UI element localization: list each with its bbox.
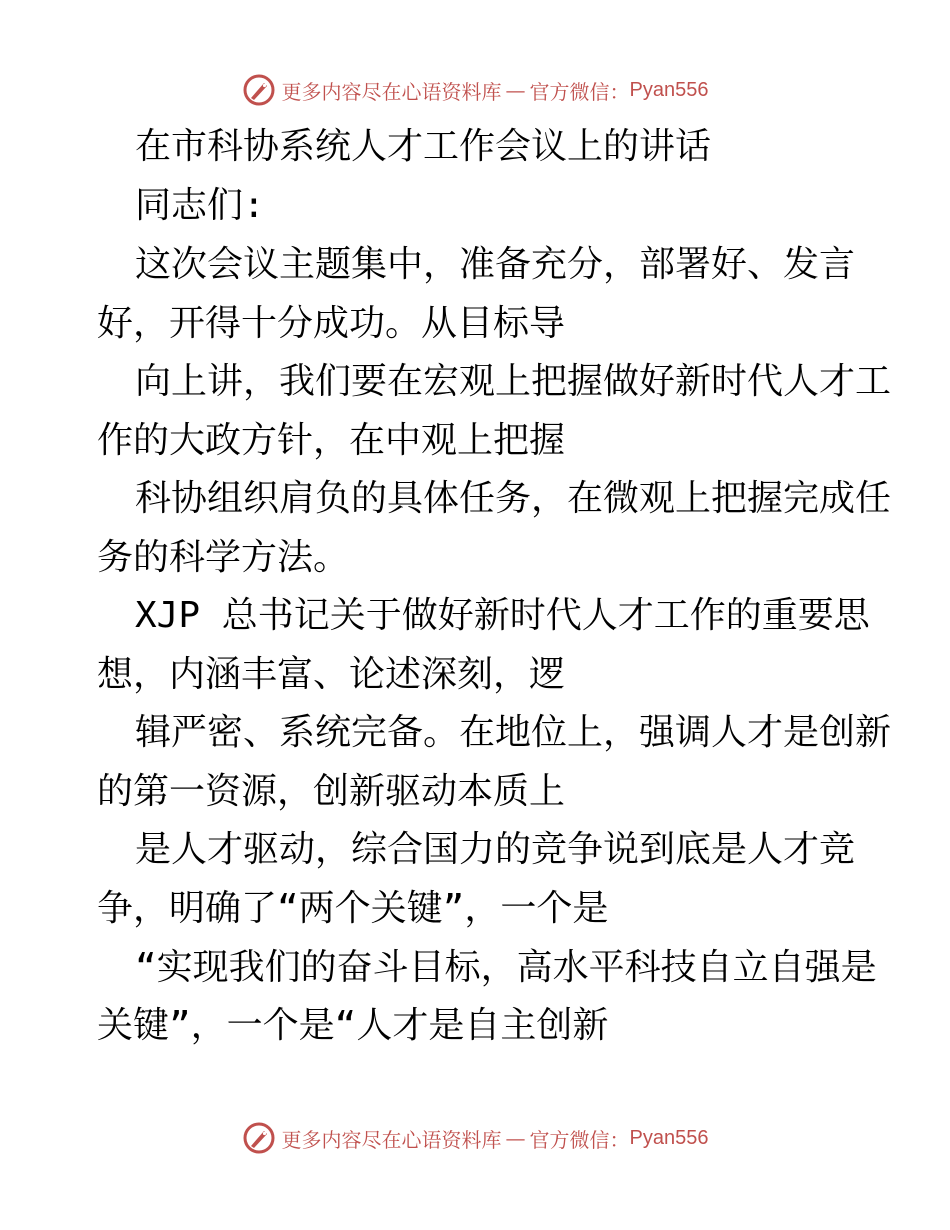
watermark-wechat-id: Pyan556 — [629, 1126, 709, 1149]
watermark-footer — [0, 1118, 950, 1158]
watermark-header — [0, 70, 950, 110]
document-title: 在市科协系统人才工作会议上的讲话 — [135, 126, 712, 167]
body-line: 作的大政方针，在中观上把握 — [97, 420, 566, 461]
watermark-dash: — — [505, 1126, 526, 1150]
pen-nib-logo-icon — [242, 73, 276, 107]
body-line: XJP 总书记关于做好新时代人才工作的重要思 — [135, 595, 870, 636]
body-line: 的第一资源，创新驱动本质上 — [97, 771, 566, 812]
pen-nib-logo-icon — [242, 1121, 276, 1155]
watermark-wechat-id: Pyan556 — [629, 78, 709, 101]
body-line: 务的科学方法。 — [97, 537, 350, 578]
body-line: 争，明确了“两个关键”，一个是 — [97, 888, 609, 929]
body-line: 想，内涵丰富、论述深刻，逻 — [97, 654, 566, 695]
body-line: 是人才驱动，综合国力的竞争说到底是人才竞 — [135, 829, 856, 870]
body-line: 好，开得十分成功。从目标导 — [97, 303, 566, 344]
body-line: 这次会议主题集中，准备充分，部署好、发言 — [135, 244, 856, 285]
watermark-site-text: 更多内容尽在心语资料库 — [281, 79, 502, 104]
watermark-wechat-label: 官方微信： — [529, 79, 630, 104]
body-line: 向上讲，我们要在宏观上把握做好新时代人才工 — [135, 361, 892, 402]
watermark-site-text: 更多内容尽在心语资料库 — [281, 1127, 502, 1152]
body-line: “实现我们的奋斗目标，高水平科技自立自强是 — [135, 947, 877, 988]
body-line: 辑严密、系统完备。在地位上，强调人才是创新 — [135, 712, 892, 753]
watermark-dash: — — [505, 78, 526, 102]
watermark-wechat-label: 官方微信： — [529, 1127, 630, 1152]
body-line: 关键”，一个是“人才是自主创新 — [97, 1005, 609, 1046]
body-line: 科协组织肩负的具体任务，在微观上把握完成任 — [135, 478, 892, 519]
salutation: 同志们: — [135, 185, 265, 226]
